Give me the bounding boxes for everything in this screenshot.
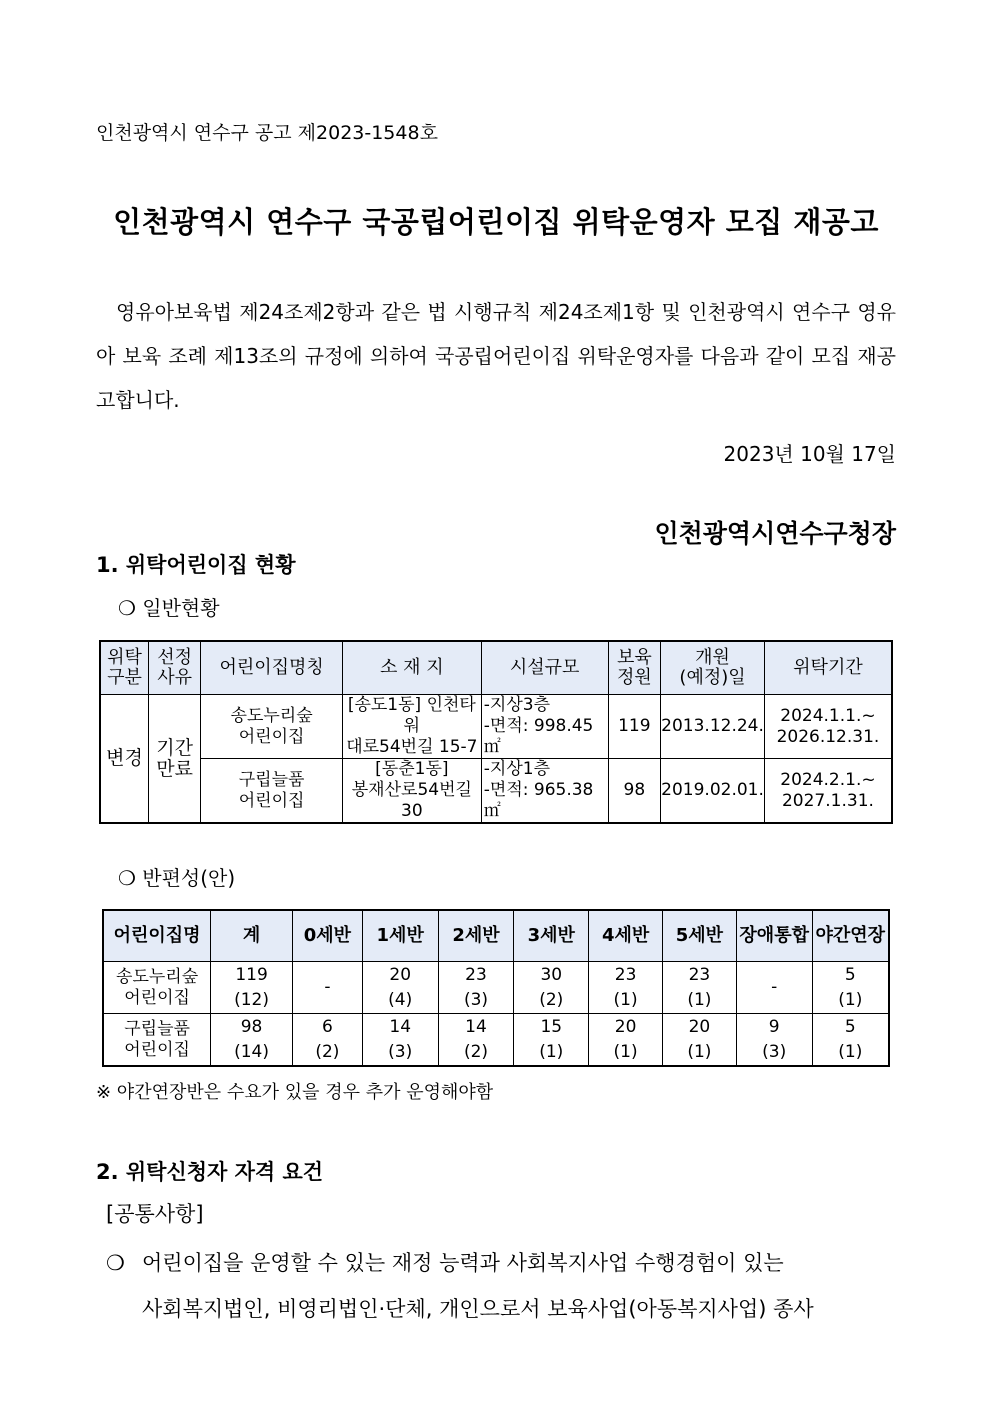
night-class-note: ※ 야간연장반은 수요가 있을 경우 추가 운영해야함 — [96, 1082, 494, 1103]
facility-address: [동춘1동] 봉재산로54번길 30 — [342, 759, 481, 824]
general-status-subheading: ❍ 일반현황 — [118, 596, 220, 620]
class-plan-subheading: ❍ 반편성(안) — [118, 866, 236, 890]
requirement-item — [106, 1240, 896, 1332]
class-cell: 5 (1) — [812, 962, 889, 1014]
class-cell: 6 (2) — [292, 1014, 362, 1067]
class-cell: 5 (1) — [812, 1014, 889, 1067]
facility-capacity: 98 — [608, 759, 661, 824]
facility-name: 구립늘품 어린이집 — [103, 1014, 211, 1067]
class-cell: 119 (12) — [211, 962, 293, 1014]
section2-heading: 2. 위탁신청자 자격 요건 — [96, 1160, 324, 1184]
requirement-line-2: 사회복지법인, 비영리법인·단체, 개인으로서 보육사업(아동복지사업) 종사 — [142, 1297, 814, 1321]
header-cell: 개원 (예정)일 — [661, 641, 765, 695]
table-header-row — [103, 910, 889, 962]
header-cell: 보육 정원 — [608, 641, 661, 695]
table-header-row — [100, 641, 892, 695]
facility-name: 송도누리숲 어린이집 — [103, 962, 211, 1014]
contract-period: 2024.1.1.~ 2026.12.31. — [764, 695, 892, 759]
header-cell: 선정 사유 — [148, 641, 200, 695]
header-cell: 시설규모 — [481, 641, 608, 695]
facility-capacity: 119 — [608, 695, 661, 759]
class-cell: 20 (1) — [589, 1014, 663, 1067]
header-cell: 5세반 — [663, 910, 737, 962]
header-cell: 야간연장 — [812, 910, 889, 962]
issuing-authority: 인천광역시연수구청장 — [654, 519, 896, 548]
class-cell: 15 (1) — [514, 1014, 589, 1067]
facility-name: 송도누리숲 어린이집 — [201, 695, 343, 759]
class-cell: 20 (4) — [362, 962, 438, 1014]
class-cell: 30 (2) — [514, 962, 589, 1014]
facility-address: [송도1동] 인천타워 대로54번길 15-7 — [342, 695, 481, 759]
circle-bullet-icon: ❍ — [106, 1251, 125, 1275]
category-cell: 변경 — [100, 695, 148, 824]
class-cell: 98 (14) — [211, 1014, 293, 1067]
class-cell: - — [736, 962, 812, 1014]
header-cell: 4세반 — [589, 910, 663, 962]
header-cell: 3세반 — [514, 910, 589, 962]
header-cell: 계 — [211, 910, 293, 962]
facility-scale: -지상3층 -면적: 998.45㎡ — [481, 695, 608, 759]
class-cell: 14 (3) — [362, 1014, 438, 1067]
header-cell: 소 재 지 — [342, 641, 481, 695]
facility-open-date: 2019.02.01. — [661, 759, 765, 824]
section1-heading: 1. 위탁어린이집 현황 — [96, 553, 296, 577]
common-requirements-label: [공통사항] — [106, 1202, 204, 1226]
header-cell: 어린이집명칭 — [201, 641, 343, 695]
facility-scale: -지상1층 -면적: 965.38㎡ — [481, 759, 608, 824]
header-cell: 위탁기간 — [764, 641, 892, 695]
table-row — [103, 962, 889, 1014]
contract-period: 2024.2.1.~ 2027.1.31. — [764, 759, 892, 824]
notice-number: 인천광역시 연수구 공고 제2023-1548호 — [96, 122, 438, 144]
document-title: 인천광역시 연수구 국공립어린이집 위탁운영자 모집 재공고 — [113, 205, 879, 239]
class-plan-table — [102, 909, 890, 1067]
table-row — [103, 1014, 889, 1067]
class-cell: 23 (1) — [663, 962, 737, 1014]
notice-date: 2023년 10월 17일 — [723, 442, 896, 466]
header-cell: 위탁 구분 — [100, 641, 148, 695]
facility-name: 구립늘품 어린이집 — [201, 759, 343, 824]
table-row — [100, 759, 892, 824]
requirement-line-1: 어린이집을 운영할 수 있는 재정 능력과 사회복지사업 수행경험이 있는 — [142, 1251, 784, 1275]
class-cell: 14 (2) — [438, 1014, 514, 1067]
header-cell: 1세반 — [362, 910, 438, 962]
intro-paragraph: 영유아보육법 제24조제2항과 같은 법 시행규칙 제24조제1항 및 인천광역시 연수구 영유아 보육 조례 제13조의 규정에 의하여 국공립어린이집 위탁운영자를 다음과 같이 모집 재공고합니다. — [96, 300, 896, 412]
table-row — [100, 695, 892, 759]
class-cell: 23 (1) — [589, 962, 663, 1014]
header-cell: 2세반 — [438, 910, 514, 962]
class-cell: 20 (1) — [663, 1014, 737, 1067]
facility-open-date: 2013.12.24. — [661, 695, 765, 759]
header-cell: 0세반 — [292, 910, 362, 962]
facility-status-table — [99, 640, 893, 824]
header-cell: 어린이집명 — [103, 910, 211, 962]
reason-cell: 기간 만료 — [148, 695, 200, 824]
class-cell: 23 (3) — [438, 962, 514, 1014]
header-cell: 장애통합 — [736, 910, 812, 962]
class-cell: 9 (3) — [736, 1014, 812, 1067]
class-cell: - — [292, 962, 362, 1014]
